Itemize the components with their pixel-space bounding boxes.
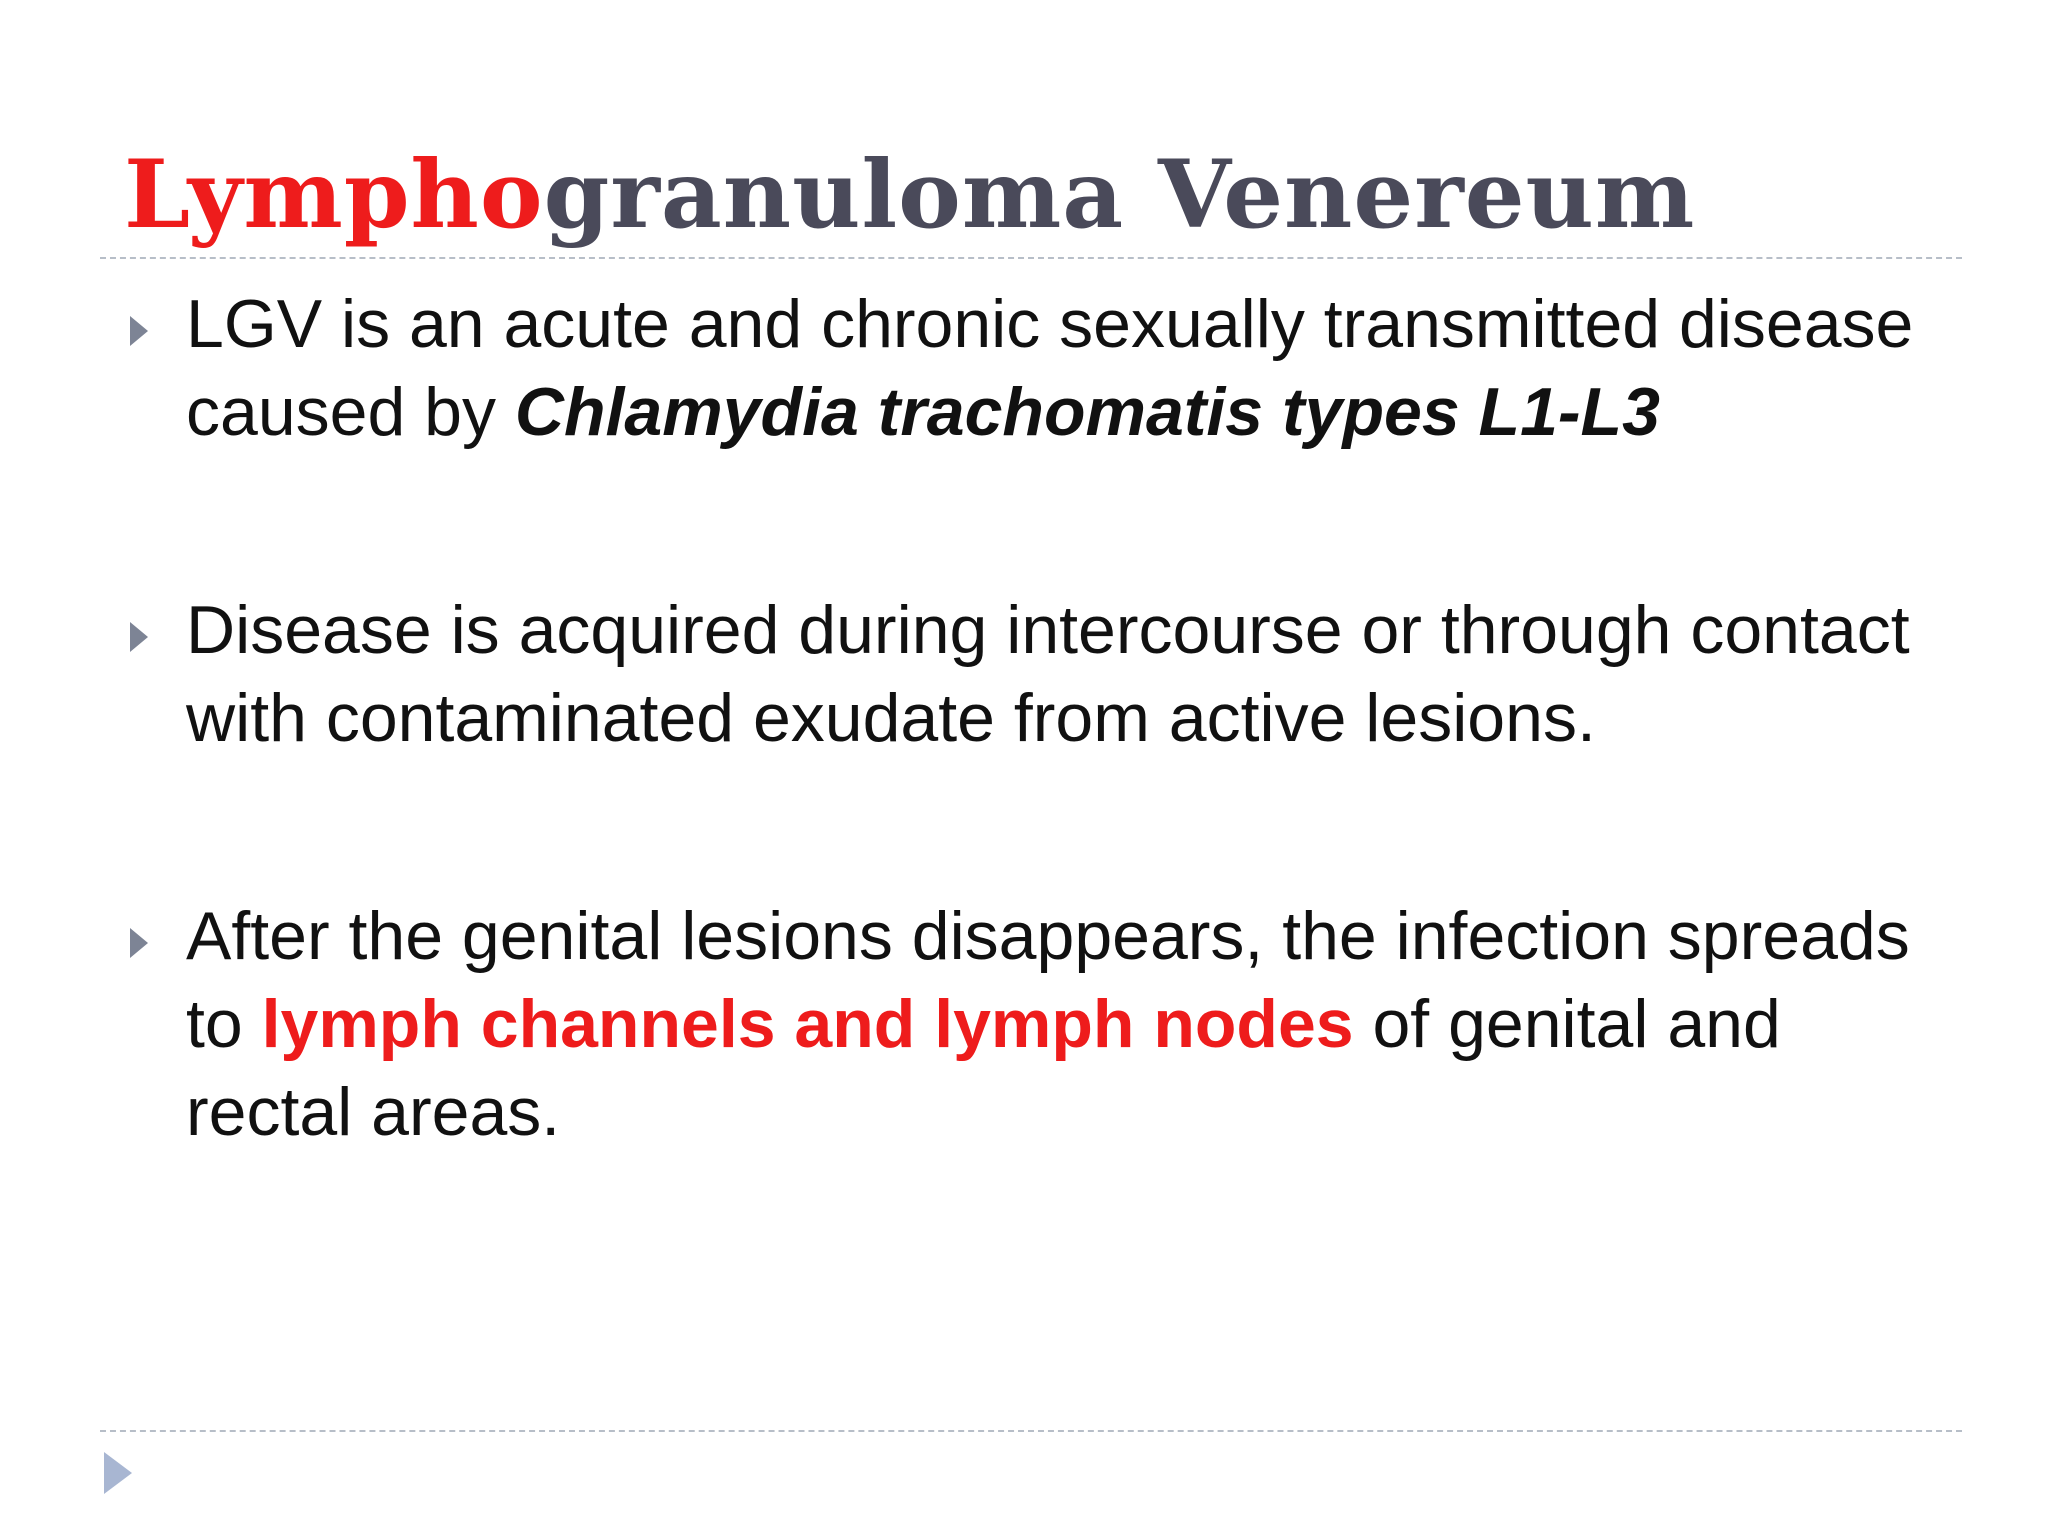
bullet-item: [124, 586, 1944, 762]
bullet-text: LGV is an acute and chronic sexually transmitted disease caused by: [186, 286, 1914, 450]
slide-title: [124, 140, 1695, 250]
title-accent: Lympho: [124, 140, 544, 250]
bullet-highlight: lymph channels and lymph nodes: [261, 986, 1354, 1062]
bullet-text: of genital and rectal areas.: [186, 986, 1781, 1150]
title-divider: [100, 257, 1962, 259]
bullet-text: Disease is acquired during intercourse or through contact with contaminated exudate from active lesions.: [186, 592, 1910, 756]
triangle-bullet-icon: [130, 316, 148, 346]
bullet-text: After the genital lesions disappears, the infection spreads to: [186, 898, 1910, 1062]
footer-divider: [100, 1430, 1962, 1432]
bullet-list: [124, 280, 1944, 1156]
triangle-bullet-icon: [130, 928, 148, 958]
title-rest: granuloma Venereum: [543, 140, 1696, 250]
bullet-emphasis: Chlamydia trachomatis types L1-L3: [514, 374, 1660, 450]
bullet-item: [124, 892, 1944, 1156]
bullet-item: [124, 280, 1944, 456]
triangle-bullet-icon: [130, 622, 148, 652]
triangle-marker-icon: [104, 1452, 132, 1494]
